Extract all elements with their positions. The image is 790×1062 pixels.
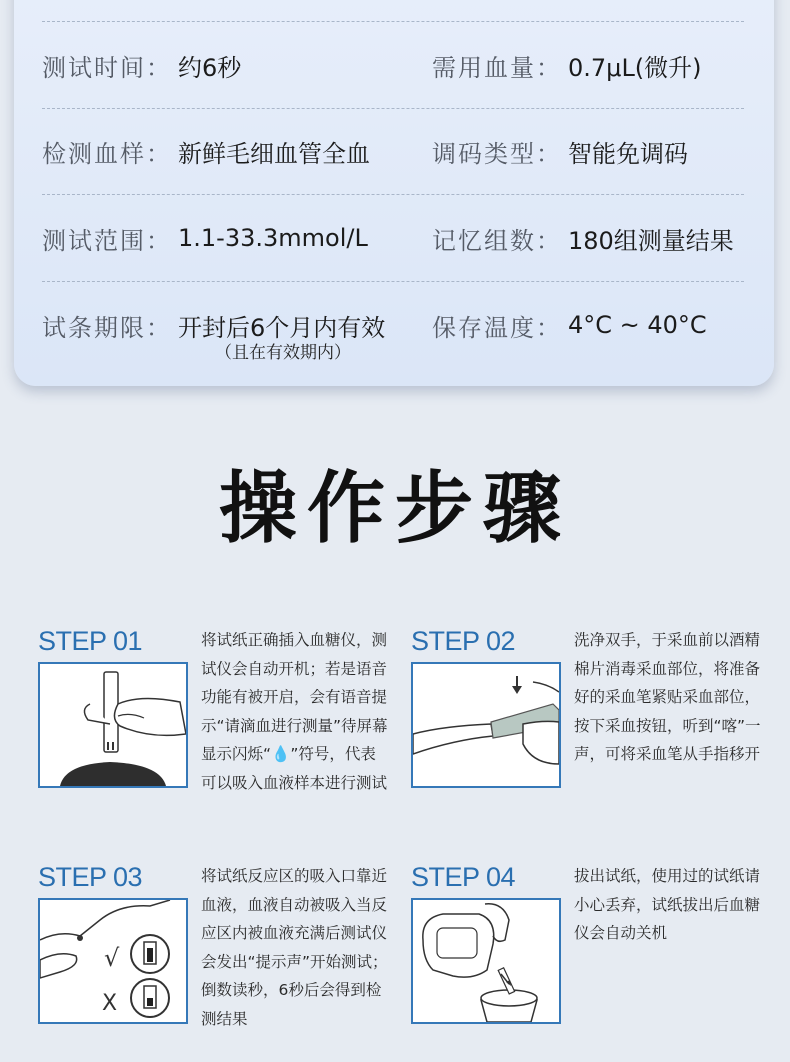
spec-label: 需用血量： — [432, 53, 562, 82]
spec-value: 1.1-33.3mmol/L — [178, 224, 368, 252]
spec-cell — [432, 195, 734, 281]
spec-value: 智能免调码 — [568, 139, 688, 168]
step-label: STEP 02 — [411, 626, 516, 656]
spec-label: 试条期限： — [42, 313, 172, 342]
step-description: 拔出试纸，使用过的试纸请小心丢弃，试纸拔出后血糖仪会自动关机 — [574, 867, 761, 942]
step-label: STEP 04 — [411, 862, 516, 892]
spec-card — [14, 0, 774, 386]
spec-cell — [42, 108, 370, 194]
step-01 — [38, 626, 398, 826]
step-03 — [38, 862, 398, 1062]
spec-label: 测试时间： — [42, 53, 172, 82]
step-label: STEP 03 — [38, 862, 143, 892]
spec-label: 检测血样： — [42, 139, 172, 168]
spec-label: 测试范围： — [42, 226, 172, 255]
insert-strip-icon — [40, 664, 186, 786]
spec-value: 4°C ~ 40°C — [568, 311, 707, 339]
correct-mark: √ — [104, 944, 120, 972]
spec-row — [42, 195, 744, 282]
page-title: 操作步骤 — [218, 464, 571, 554]
spec-cell — [42, 195, 368, 281]
spec-row — [42, 21, 744, 109]
lancing-device-icon — [413, 664, 559, 786]
spec-label: 记忆组数： — [432, 226, 562, 255]
spec-cell — [432, 282, 707, 368]
step-03-illustration — [38, 898, 188, 1024]
wrong-mark: X — [102, 991, 118, 1016]
step-01-illustration — [38, 662, 188, 788]
step-description: 将试纸正确插入血糖仪，测试仪会自动开机；若是语音功能有被开启，会有语音提示“请滴血进行测量”待屏幕显示闪烁“💧”符号，代表可以吸入血液样本进行测试 — [201, 631, 388, 792]
spec-label: 保存温度： — [432, 313, 562, 342]
step-description: 将试纸反应区的吸入口靠近血液，血液自动被吸入当反应区内被血液充满后测试仪会发出“提示声”开始测试；倒数读秒，6秒后会得到检测结果 — [201, 867, 388, 1028]
spec-cell — [432, 22, 702, 108]
step-04 — [411, 862, 771, 1062]
spec-value: 约6秒 — [178, 53, 242, 82]
discard-strip-icon — [413, 900, 559, 1022]
spec-cell — [42, 22, 241, 108]
spec-value: 开封后6个月内有效 — [178, 313, 386, 342]
spec-cell — [432, 108, 688, 194]
step-label: STEP 01 — [38, 626, 143, 656]
spec-value: 0.7μL(微升) — [568, 53, 702, 82]
blood-sample-icon — [40, 900, 186, 1022]
spec-value: 180组测量结果 — [568, 226, 734, 255]
step-02-illustration — [411, 662, 561, 788]
spec-row — [42, 282, 744, 368]
step-04-illustration — [411, 898, 561, 1024]
step-description: 洗净双手，于采血前以酒精棉片消毒采血部位，将准备好的采血笔紧贴采血部位，按下采血按钮，听到“喀”一声，可将采血笔从手指移开 — [574, 631, 761, 763]
spec-row — [42, 108, 744, 195]
step-02 — [411, 626, 771, 826]
spec-value: 新鲜毛细血管全血 — [178, 139, 370, 168]
spec-note: （且在有效期内） — [215, 343, 351, 363]
spec-label: 调码类型： — [432, 139, 562, 168]
